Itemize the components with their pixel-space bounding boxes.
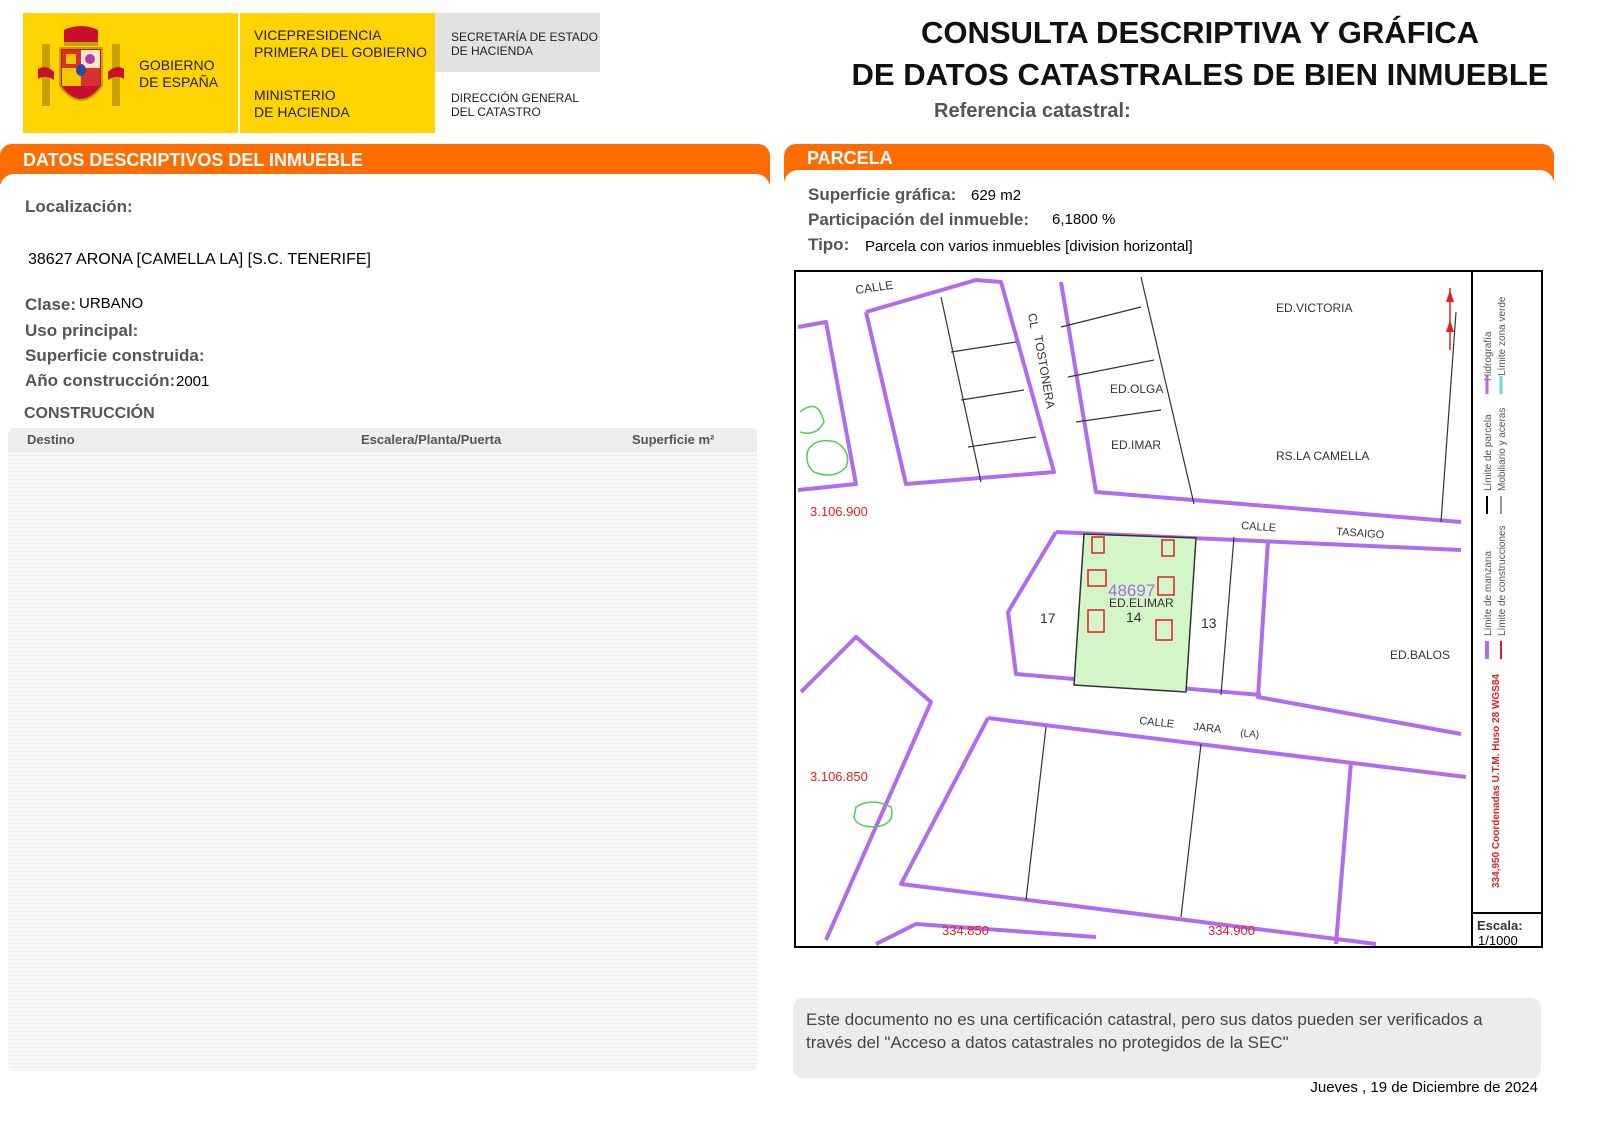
table-header-destino: Destino <box>27 432 75 447</box>
anio-construccion-label: Año construcción: <box>25 371 176 390</box>
legend-hidrografia: Hidrografía <box>1483 331 1494 381</box>
label-ed-balos: ED.BALOS <box>1390 648 1451 662</box>
superficie-grafica-label: Superficie gráfica: <box>808 185 957 204</box>
label-jara-2: JARA <box>1192 721 1222 736</box>
label-coord-y2: 3.106.850 <box>810 769 868 784</box>
tipo-label: Tipo: <box>808 235 850 254</box>
label-ed-elimar: ED.ELIMAR <box>1109 596 1174 610</box>
vp-line2: PRIMERA DEL GOBIERNO <box>254 44 427 60</box>
page-title <box>820 12 1580 96</box>
clase-label: Clase: <box>25 295 77 314</box>
label-num-14: 14 <box>1126 609 1142 625</box>
label-coord-x2: 334.900 <box>1208 923 1255 938</box>
bottom-block <box>901 718 1376 944</box>
legend-scale-divider <box>1473 912 1543 914</box>
parcela-title: PARCELA <box>807 148 893 168</box>
uso-principal-label: Uso principal: <box>25 321 139 340</box>
label-jara-1: CALLE <box>1138 715 1175 731</box>
disclaimer-text: Este documento no es una certificación catastral, pero sus datos pueden ser verificados a través del "Acceso a datos catastrales no protegidos de la SEC" <box>806 1010 1483 1052</box>
document-date: Jueves , 19 de Diciembre de 2024 <box>1310 1079 1538 1096</box>
participacion-label: Participación del inmueble: <box>808 210 1030 229</box>
min-line2: DE HACIENDA <box>254 104 350 120</box>
label-jara-3: (LA) <box>1239 728 1260 741</box>
tipo-value: Parcela con varios inmuebles [division horizontal] <box>865 238 1193 255</box>
label-tasaigo-1: CALLE <box>1240 520 1277 535</box>
dir-line2: DEL CATASTRO <box>451 105 541 119</box>
label-rs-camella: RS.LA CAMELLA <box>1276 449 1370 463</box>
min-line1: MINISTERIO <box>254 87 336 103</box>
clase-value: URBANO <box>79 295 144 312</box>
label-coord-x1: 334.850 <box>942 923 989 938</box>
direccion-text <box>451 91 579 119</box>
superficie-construida-label: Superficie construida: <box>25 346 205 365</box>
gobierno-espana-text <box>139 57 218 91</box>
label-num-17: 17 <box>1040 610 1056 626</box>
vp-line1: VICEPRESIDENCIA <box>254 27 382 43</box>
escala-value: 1/1000 <box>1478 933 1518 948</box>
legend-mobiliario: Mobiliario y aceras <box>1497 407 1508 491</box>
legend-manzana: Límite de manzana <box>1483 550 1494 636</box>
jara-line <box>988 718 1466 777</box>
label-ed-olga: ED.OLGA <box>1110 382 1164 396</box>
label-tasaigo-2: TASAIGO <box>1335 526 1385 542</box>
sec-line1: SECRETARÍA DE ESTADO <box>451 30 598 44</box>
vicepresidencia-text <box>254 27 427 61</box>
legend-zona-verde: Límite zona verde <box>1497 296 1508 376</box>
table-header-superficie: Superficie m² <box>632 432 715 447</box>
label-calle-top: CALLE <box>854 277 895 297</box>
participacion-value: 6,1800 % <box>1052 211 1116 228</box>
logo-divider <box>238 13 240 133</box>
cadastral-map-drawing <box>796 272 1471 946</box>
block-top-right <box>1061 282 1461 522</box>
north-arrow-icon <box>1446 288 1454 350</box>
title-line1: CONSULTA DESCRIPTIVA Y GRÁFICA <box>920 15 1480 50</box>
disclaimer-note <box>793 998 1541 1078</box>
block-left-diagonal <box>801 637 931 940</box>
datos-descriptivos-title: DATOS DESCRIPTIVOS DEL INMUEBLE <box>23 150 364 170</box>
label-parcel-id: 48697 <box>1108 581 1156 600</box>
dir-line1: DIRECCIÓN GENERAL <box>451 91 580 105</box>
label-ed-imar: ED.IMAR <box>1111 438 1162 452</box>
coat-of-arms-icon <box>36 24 126 116</box>
legend-coordenadas: 334,950 Coordenadas U.T.M. Huso 28 WGS84 <box>1491 674 1502 888</box>
secretaria-text <box>451 30 598 58</box>
label-num-13: 13 <box>1201 615 1217 631</box>
bottom-right-edge <box>1336 762 1351 944</box>
superficie-grafica-value: 629 m2 <box>971 187 1022 204</box>
referencia-catastral-label: Referencia catastral: <box>934 100 1131 122</box>
ministerio-text <box>254 87 350 121</box>
line-a <box>941 297 981 482</box>
block-top-left <box>866 280 1054 484</box>
label-tostonera-1: CL <box>1025 312 1042 330</box>
map-legend <box>1475 276 1541 896</box>
localizacion-label: Localización: <box>25 197 133 216</box>
localizacion-value: 38627 ARONA [CAMELLA LA] [S.C. TENERIFE] <box>28 251 371 268</box>
label-tostonera-2: TOSTONERA <box>1031 334 1058 410</box>
legend-parcela: Límite de parcela <box>1483 414 1494 491</box>
anio-construccion-value: 2001 <box>176 373 210 390</box>
gov-line2: DE ESPAÑA <box>139 74 219 90</box>
legend-divider <box>1471 270 1473 948</box>
legend-construcciones: Límite de construcciones <box>1497 525 1508 636</box>
gov-line1: GOBIERNO <box>139 57 215 73</box>
table-header-escalera: Escalera/Planta/Puerta <box>361 432 502 447</box>
escala-label: Escala: <box>1477 918 1523 933</box>
construccion-table <box>8 428 757 1071</box>
label-ed-victoria: ED.VICTORIA <box>1276 301 1353 315</box>
construccion-title: CONSTRUCCIÓN <box>24 405 155 422</box>
sec-line2: DE HACIENDA <box>451 44 534 58</box>
central-block-right <box>1258 540 1461 734</box>
title-line2: DE DATOS CATASTRALES DE BIEN INMUEBLE <box>851 57 1549 92</box>
label-coord-y1: 3.106.900 <box>810 504 868 519</box>
